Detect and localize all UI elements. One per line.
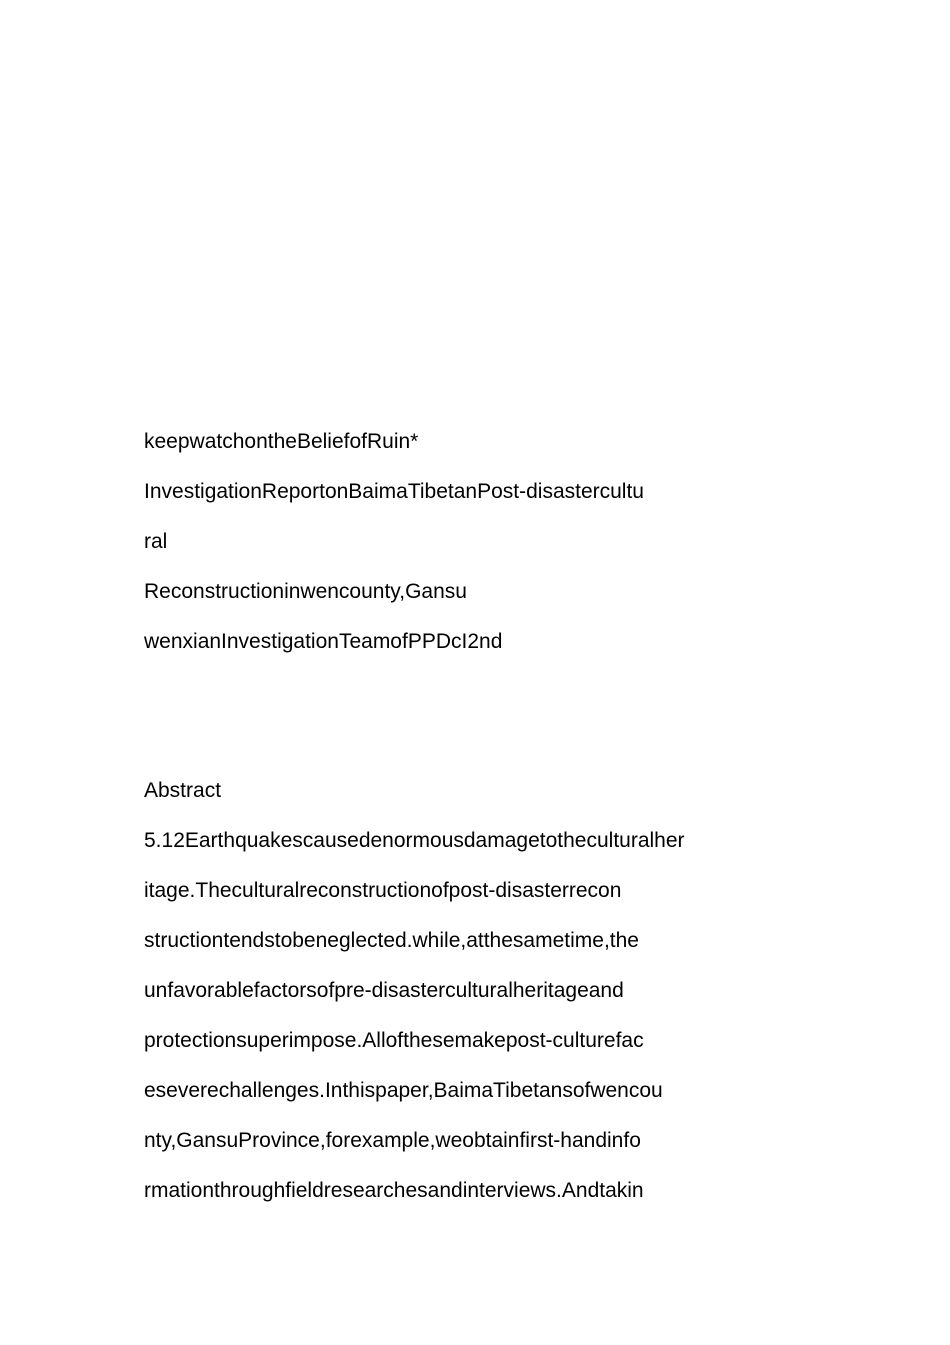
abstract-line: nty,GansuProvince,forexample,weobtainfirst-handinfo (144, 1129, 641, 1152)
abstract-line: itage.Theculturalreconstructionofpost-disasterrecon (144, 879, 622, 902)
title-line: keepwatchontheBeliefofRuin* (144, 430, 419, 453)
abstract-line: 5.12Earthquakescausedenormousdamagetotheculturalher (144, 829, 685, 852)
author-line: wenxianInvestigationTeamofPPDcI2nd (144, 630, 503, 653)
abstract-heading: Abstract (144, 779, 222, 802)
abstract-line: eseverechallenges.Inthispaper,BaimaTibetansofwencou (144, 1079, 663, 1102)
title-line: ral (144, 530, 168, 553)
abstract-line: protectionsuperimpose.Allofthesemakepost-culturefac (144, 1029, 644, 1052)
abstract-line: structiontendstobeneglected.while,atthesametime,the (144, 929, 639, 952)
abstract-line: unfavorablefactorsofpre-disasterculturalheritageand (144, 979, 624, 1002)
title-line: Reconstructioninwencounty,Gansu (144, 580, 467, 603)
abstract-line: rmationthroughfieldresearchesandinterviews.Andtakin (144, 1179, 644, 1202)
title-line: InvestigationReportonBaimaTibetanPost-disastercultu (144, 480, 644, 503)
